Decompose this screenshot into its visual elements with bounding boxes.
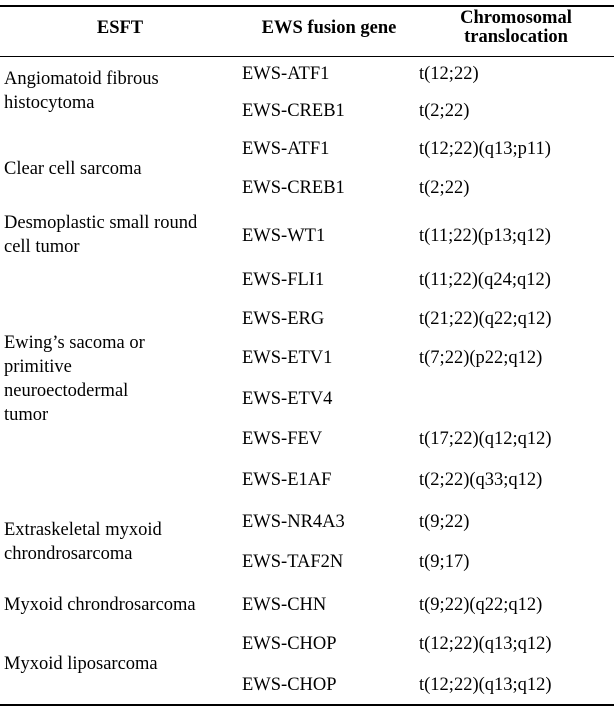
gene-cell: EWS-FEV bbox=[242, 429, 323, 449]
gene-cell: EWS-CREB1 bbox=[242, 101, 345, 121]
esft-line: Extraskeletal myxoid bbox=[4, 520, 162, 540]
esft-line: Angiomatoid fibrous bbox=[4, 69, 159, 89]
gene-cell: EWS-WT1 bbox=[242, 226, 326, 246]
translocation-cell: t(11;22)(p13;q12) bbox=[419, 226, 551, 246]
gene-cell: EWS-ETV1 bbox=[242, 348, 333, 368]
translocation-cell: t(2;22) bbox=[419, 101, 470, 121]
table-bottom-rule bbox=[0, 704, 614, 706]
header-translocation bbox=[418, 9, 614, 47]
translocation-cell: t(21;22)(q22;q12) bbox=[419, 309, 552, 329]
header-rule bbox=[0, 56, 614, 57]
gene-cell: EWS-CHOP bbox=[242, 675, 337, 695]
translocation-cell: t(12;22)(q13;q12) bbox=[419, 675, 552, 695]
gene-cell: EWS-NR4A3 bbox=[242, 512, 345, 532]
translocation-cell: t(11;22)(q24;q12) bbox=[419, 270, 551, 290]
esft-line: Desmoplastic small round bbox=[4, 213, 198, 233]
translocation-cell: t(2;22) bbox=[419, 178, 470, 198]
esft-line: chrondrosarcoma bbox=[4, 544, 133, 564]
esft-line: Myxoid liposarcoma bbox=[4, 654, 158, 674]
gene-cell: EWS-ERG bbox=[242, 309, 325, 329]
header-esft: ESFT bbox=[96, 18, 144, 38]
translocation-cell: t(9;17) bbox=[419, 552, 470, 572]
esft-cell bbox=[4, 331, 236, 427]
gene-cell: EWS-ETV4 bbox=[242, 389, 333, 409]
translocation-cell: t(17;22)(q12;q12) bbox=[419, 429, 552, 449]
translocation-cell: t(12;22)(q13;p11) bbox=[419, 139, 551, 159]
esft-line: histocytoma bbox=[4, 93, 95, 113]
header-gene: EWS fusion gene bbox=[261, 18, 397, 38]
esft-line: neuroectodermal bbox=[4, 381, 129, 401]
esft-line: Myxoid chrondrosarcoma bbox=[4, 595, 196, 615]
esft-cell bbox=[4, 211, 236, 259]
translocation-cell: t(12;22) bbox=[419, 64, 479, 84]
esft-cell bbox=[4, 593, 236, 617]
gene-cell: EWS-ATF1 bbox=[242, 139, 330, 159]
header-translocation-line1: Chromosomal bbox=[460, 8, 572, 28]
gene-cell: EWS-CREB1 bbox=[242, 178, 345, 198]
translocation-cell: t(2;22)(q33;q12) bbox=[419, 470, 543, 490]
translocation-cell: t(12;22)(q13;q12) bbox=[419, 634, 552, 654]
gene-cell: EWS-CHOP bbox=[242, 634, 337, 654]
table-top-rule bbox=[0, 5, 614, 7]
esft-cell bbox=[4, 652, 236, 676]
esft-cell bbox=[4, 518, 236, 566]
translocation-cell: t(7;22)(p22;q12) bbox=[419, 348, 543, 368]
esft-cell bbox=[4, 157, 236, 181]
gene-cell: EWS-FLI1 bbox=[242, 270, 325, 290]
gene-cell: EWS-TAF2N bbox=[242, 552, 344, 572]
gene-cell: EWS-ATF1 bbox=[242, 64, 330, 84]
translocation-cell: t(9;22)(q22;q12) bbox=[419, 595, 543, 615]
esft-line: tumor bbox=[4, 405, 49, 425]
gene-cell: EWS-E1AF bbox=[242, 470, 332, 490]
esft-cell bbox=[4, 67, 236, 115]
translocation-cell: t(9;22) bbox=[419, 512, 470, 532]
header-translocation-line2: translocation bbox=[464, 27, 568, 47]
esft-line: cell tumor bbox=[4, 237, 80, 257]
esft-line: Clear cell sarcoma bbox=[4, 159, 142, 179]
gene-cell: EWS-CHN bbox=[242, 595, 327, 615]
esft-line: primitive bbox=[4, 357, 72, 377]
esft-line: Ewing’s sacoma or bbox=[4, 333, 145, 353]
